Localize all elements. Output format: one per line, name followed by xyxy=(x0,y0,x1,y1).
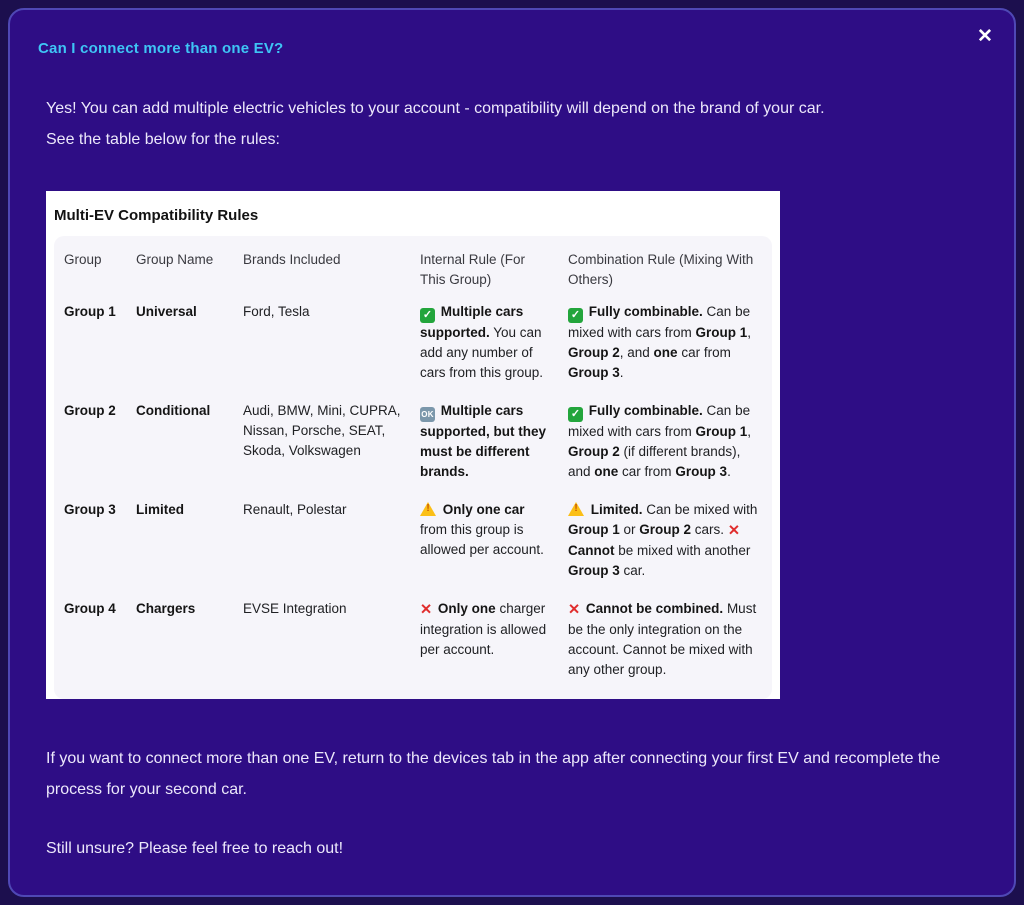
cell-internal-rule: OK Multiple cars supported, but they must be different brands. xyxy=(420,403,546,479)
close-button[interactable] xyxy=(970,22,1000,52)
cell-group: Group 1 xyxy=(64,304,116,319)
cross-emoji: ✕ xyxy=(727,523,740,539)
table-body xyxy=(54,236,772,699)
check-emoji: ✓ xyxy=(420,308,435,323)
warn-emoji xyxy=(568,501,585,516)
cell-group-name: Universal xyxy=(136,304,197,319)
table-rows xyxy=(64,293,772,689)
cell-internal-rule: ! Only one car from this group is allowed per account. xyxy=(420,491,568,590)
cell-combination-rule: ✓ Fully combinable. Can be mixed with cars from Group 1, Group 2 (if different brands), and one car from Group 3. xyxy=(568,403,752,479)
table-row xyxy=(64,293,772,392)
column-header-2: Brands Included xyxy=(243,252,341,267)
faq-modal xyxy=(8,8,1016,897)
table-row xyxy=(64,392,772,491)
modal-title: Can I connect more than one EV? xyxy=(38,40,284,57)
intro-line-1: Yes! You can add multiple electric vehicles to your account - compatibility will depend on the brand of your car. xyxy=(46,100,825,117)
cell-brands: Renault, Polestar xyxy=(243,502,347,517)
outro-paragraph-1: If you want to connect more than one EV, return to the devices tab in the app after connecting your first EV and recomplete the process for your second car. xyxy=(46,750,941,798)
column-header-0: Group xyxy=(64,252,102,267)
cell-internal-rule: ✕ Only one charger integration is allowed per account. xyxy=(420,601,547,657)
cell-group: Group 2 xyxy=(64,403,116,418)
column-header-4: Combination Rule (Mixing With Others) xyxy=(568,252,754,287)
ok-emoji: OK xyxy=(420,407,435,422)
cell-group-name: Limited xyxy=(136,502,185,517)
cell-brands: EVSE Integration xyxy=(243,601,347,616)
compatibility-table xyxy=(46,191,780,699)
cross-emoji: ✕ xyxy=(420,602,433,618)
check-emoji: ✓ xyxy=(568,407,583,422)
cell-combination-rule: ✓ Fully combinable. Can be mixed with cars from Group 1, Group 2, and one car from Group 3. xyxy=(568,304,752,380)
outro-paragraph-2: Still unsure? Please feel free to reach out! xyxy=(46,840,344,857)
column-header-1: Group Name xyxy=(136,252,214,267)
close-icon: ✕ xyxy=(977,26,993,47)
column-header-3: Internal Rule (For This Group) xyxy=(420,252,526,287)
cell-group-name: Conditional xyxy=(136,403,211,418)
intro-line-2: See the table below for the rules: xyxy=(46,131,280,148)
cross-emoji: ✕ xyxy=(568,602,581,618)
cell-group-name: Chargers xyxy=(136,601,196,616)
cell-internal-rule: ✓ Multiple cars supported. You can add any number of cars from this group. xyxy=(420,304,544,380)
cell-brands: Ford, Tesla xyxy=(243,304,310,319)
table-row xyxy=(64,590,772,689)
table-row xyxy=(64,491,772,590)
intro-paragraph xyxy=(46,93,966,155)
cell-brands: Audi, BMW, Mini, CUPRA, Nissan, Porsche, SEAT, Skoda, Volkswagen xyxy=(243,403,401,458)
cell-group: Group 4 xyxy=(64,601,116,616)
cell-combination-rule: ! Limited. Can be mixed with Group 1 or Group 2 cars. ✕ Cannot be mixed with another Group 3 car. xyxy=(568,491,772,590)
check-emoji: ✓ xyxy=(568,308,583,323)
cell-combination-rule: ✕ Cannot be combined. Must be the only integration on the account. Cannot be mixed with any other group. xyxy=(568,601,757,677)
cell-group: Group 3 xyxy=(64,502,116,517)
warn-emoji xyxy=(420,501,437,516)
table-header-row xyxy=(64,238,772,293)
table-title: Multi-EV Compatibility Rules xyxy=(54,207,259,224)
